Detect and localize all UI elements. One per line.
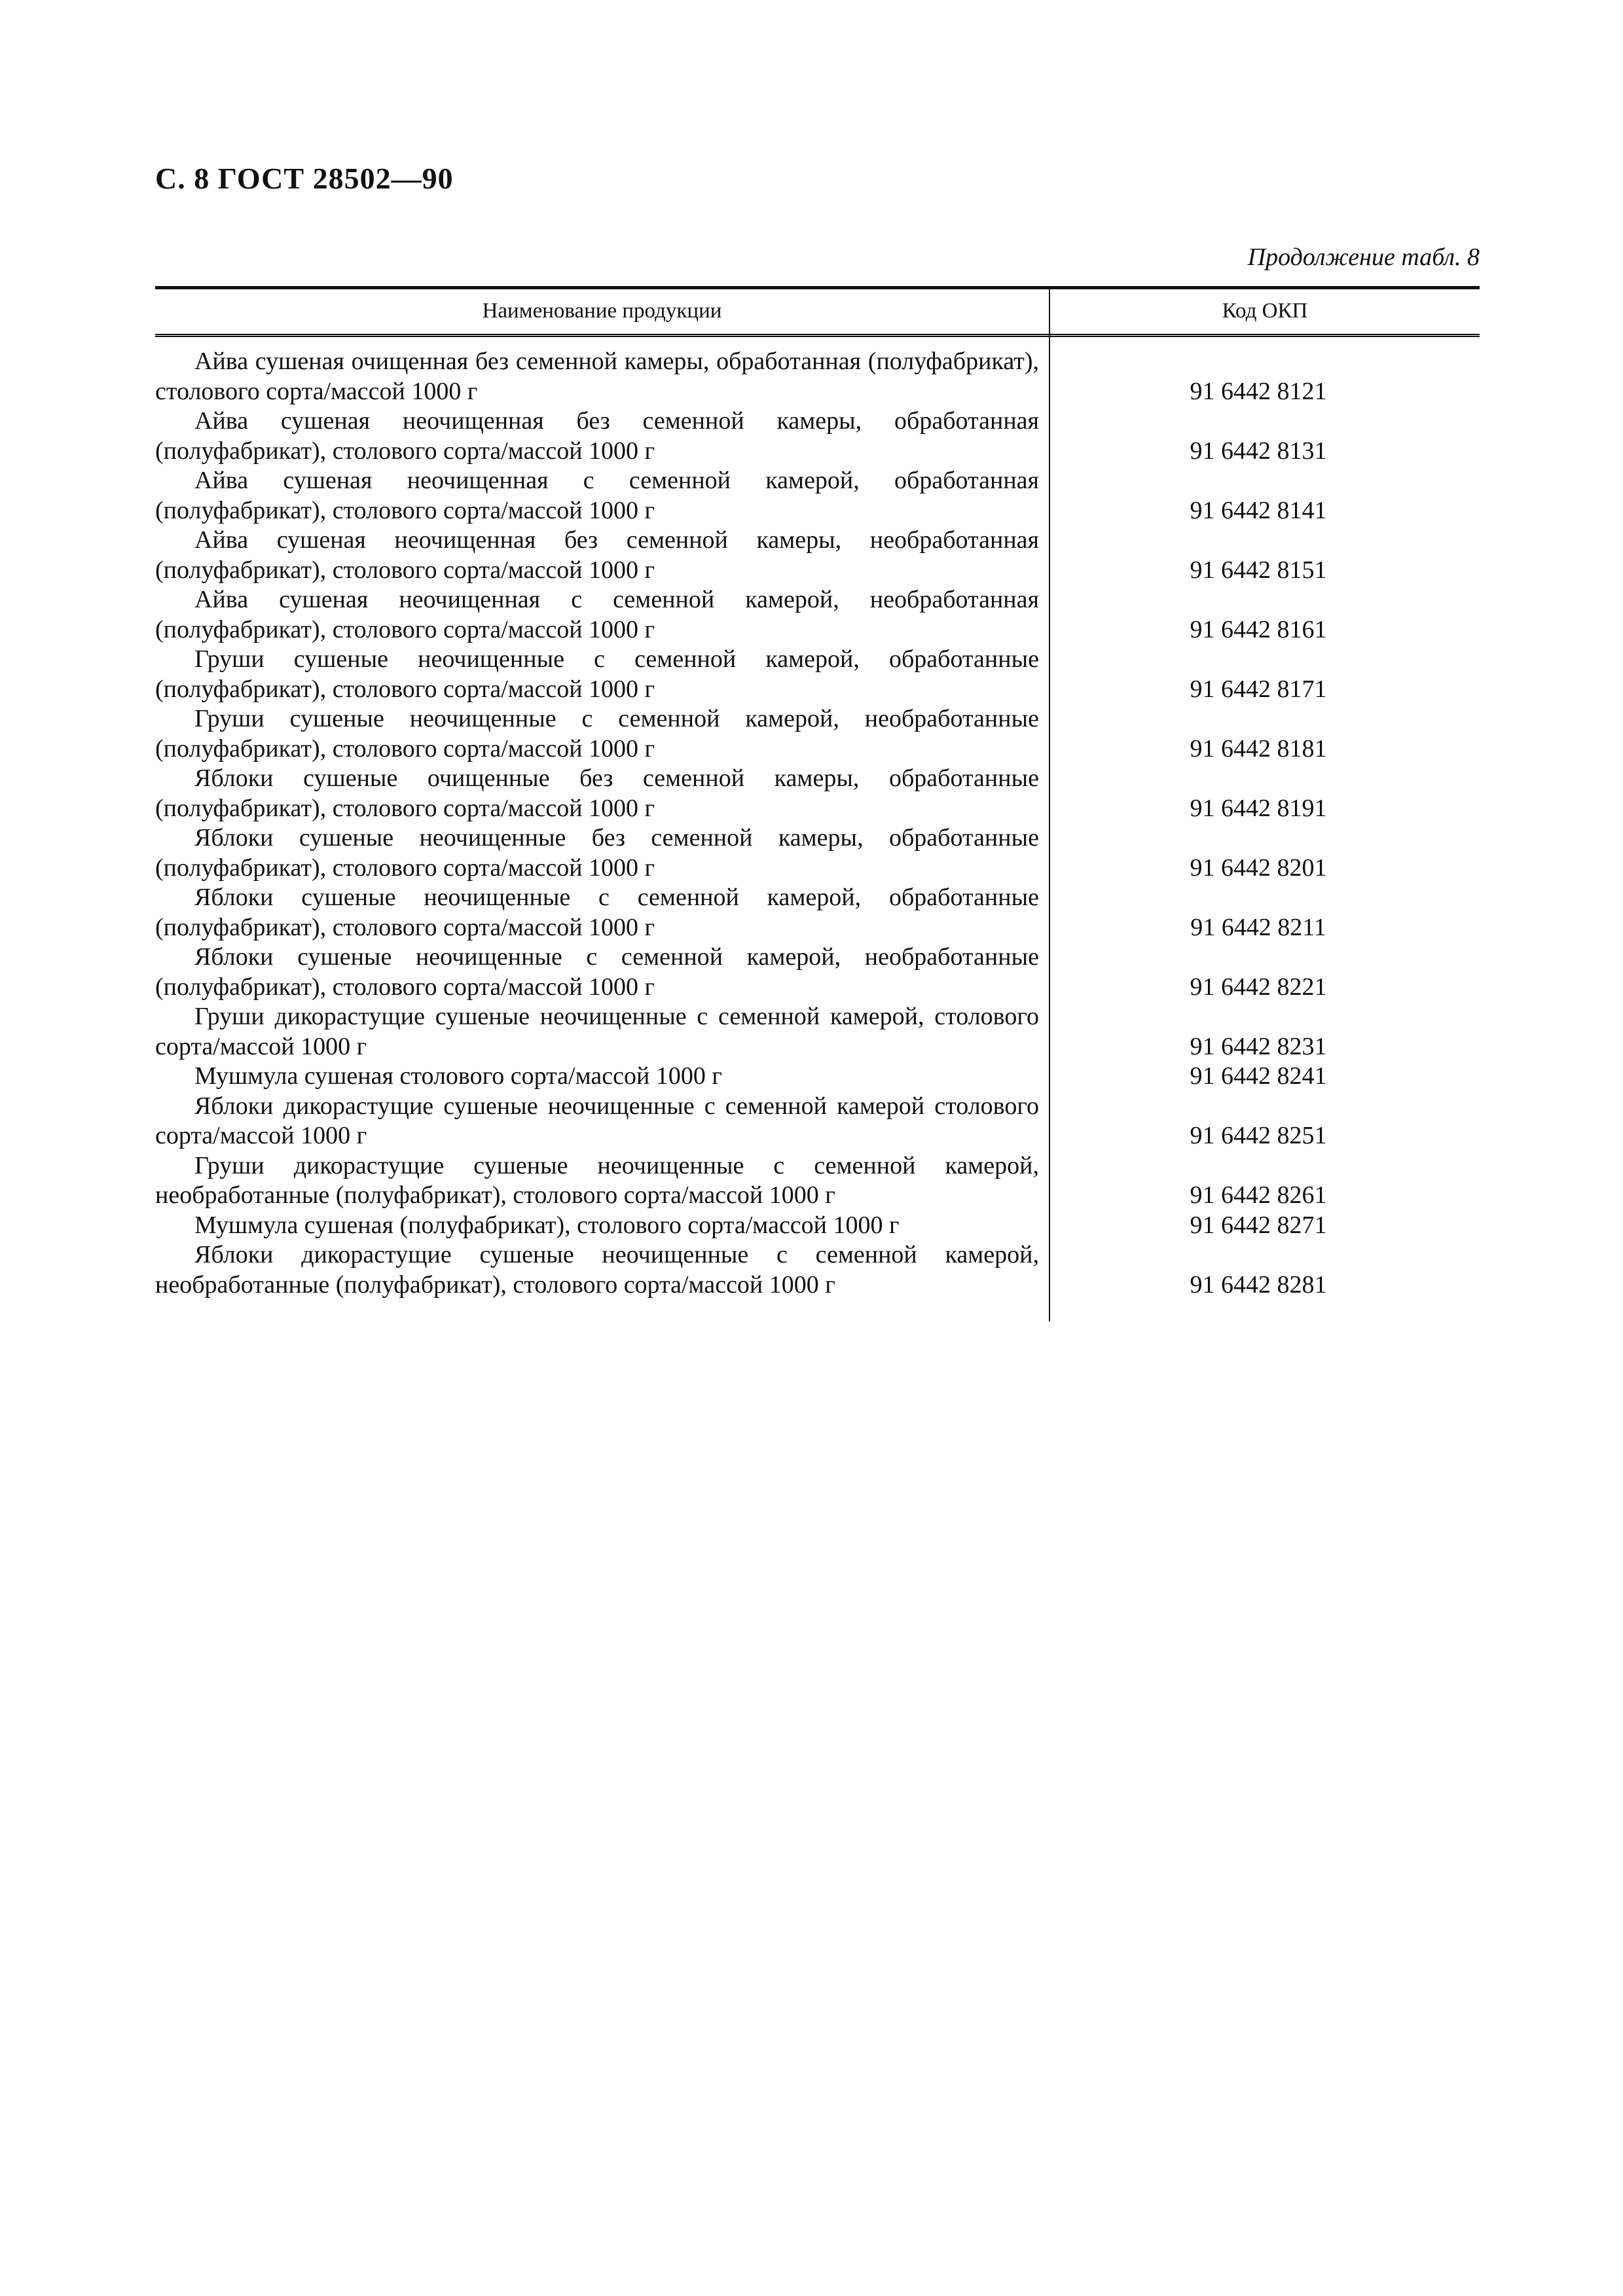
table-row [155,1092,1480,1151]
table-body [155,347,1480,1300]
okp-code-cell: 91 6442 8241 [1190,1062,1327,1090]
okp-code-cell: 91 6442 8221 [1190,973,1327,1001]
okp-code-cell: 91 6442 8251 [1190,1122,1327,1149]
table-continuation-label: Продолжение табл. 8 [1247,243,1480,271]
okp-code-cell: 91 6442 8131 [1190,437,1327,465]
table-top-rule [155,286,1480,289]
okp-code-cell: 91 6442 8121 [1190,377,1327,405]
table-row [155,1151,1480,1211]
product-name-cell: Груши дикорастущие сушеные неочищенные с семенной камерой, необработанные (полуфабрикат), столового сорта/массой 1000 г [155,1151,1039,1209]
okp-code-cell: 91 6442 8161 [1190,615,1327,643]
product-name-cell: Айва сушеная неочищенная с семенной камерой, необработанная (полуфабрикат), столового сорта/массой 1000 г [155,586,1039,643]
table-row [155,942,1480,1002]
table-row [155,406,1480,466]
okp-code-cell: 91 6442 8281 [1190,1270,1327,1299]
table-row [155,526,1480,585]
okp-code-cell: 91 6442 8201 [1190,853,1327,882]
product-name-cell: Груши сушеные неочищенные с семенной камерой, обработанные (полуфабрикат), столового сорта/массой 1000 г [155,645,1039,703]
table-row [155,764,1480,823]
okp-code-cell: 91 6442 8271 [1190,1211,1327,1239]
product-name-cell: Яблоки дикорастущие сушеные неочищенные с семенной камерой столового сорта/массой 1000 г [155,1092,1039,1149]
okp-code-cell: 91 6442 8171 [1190,675,1327,703]
table-row [155,883,1480,942]
table-row [155,823,1480,883]
product-name-cell: Груши сушеные неочищенные с семенной камерой, необработанные (полуфабрикат), столового сорта/массой 1000 г [155,705,1039,762]
table-header-double-rule [155,334,1480,337]
okp-code-cell: 91 6442 8231 [1190,1032,1327,1060]
product-name-cell: Айва сушеная очищенная без семенной камеры, обработанная (полуфабрикат), столового сорта/массой 1000 г [155,348,1039,405]
okp-code-table [155,286,1480,1321]
product-name-cell: Яблоки сушеные неочищенные с семенной камерой, обработанные (полуфабрикат), столового сорта/массой 1000 г [155,884,1039,941]
table-row [155,645,1480,704]
product-name-cell: Мушмула сушеная столового сорта/массой 1000 г [194,1062,722,1090]
product-name-cell: Груши дикорастущие сушеные неочищенные с семенной камерой, столового сорта/массой 1000 г [155,1003,1039,1060]
table-row [155,347,1480,406]
okp-code-cell: 91 6442 8141 [1190,496,1327,524]
okp-code-cell: 91 6442 8211 [1190,913,1326,941]
table-row [155,585,1480,645]
okp-code-cell: 91 6442 8261 [1190,1181,1327,1209]
okp-code-cell: 91 6442 8191 [1190,794,1327,822]
table-row [155,1240,1480,1300]
okp-code-cell: 91 6442 8181 [1190,734,1327,762]
page-title: С. 8 ГОСТ 28502—90 [155,162,454,195]
table-row [155,1002,1480,1062]
product-name-cell: Яблоки сушеные неочищенные без семенной камеры, обработанные (полуфабрикат), столового сорта/массой 1000 г [155,824,1039,882]
column-header-product-name: Наименование продукции [482,299,722,323]
table-row [155,466,1480,526]
product-name-cell: Айва сушеная неочищенная без семенной камеры, необработанная (полуфабрикат), столового сорта/массой 1000 г [155,526,1039,584]
product-name-cell: Айва сушеная неочищенная с семенной камерой, обработанная (полуфабрикат), столового сорта/массой 1000 г [155,467,1039,524]
okp-code-cell: 91 6442 8151 [1190,556,1327,584]
product-name-cell: Мушмула сушеная (полуфабрикат), столового сорта/массой 1000 г [194,1211,900,1239]
column-header-okp-code: Код ОКП [1222,299,1308,323]
product-name-cell: Яблоки сушеные неочищенные с семенной камерой, необработанные (полуфабрикат), столового сорта/массой 1000 г [155,943,1039,1001]
product-name-cell: Яблоки сушеные очищенные без семенной камеры, обработанные (полуфабрикат), столового сорта/массой 1000 г [155,764,1039,822]
product-name-cell: Айва сушеная неочищенная без семенной камеры, обработанная (полуфабрикат), столового сорта/массой 1000 г [155,407,1039,465]
product-name-cell: Яблоки дикорастущие сушеные неочищенные с семенной камерой, необработанные (полуфабрикат), столового сорта/массой 1000 г [155,1241,1039,1299]
table-row [155,1062,1480,1092]
table-row [155,1211,1480,1241]
table-row [155,704,1480,764]
